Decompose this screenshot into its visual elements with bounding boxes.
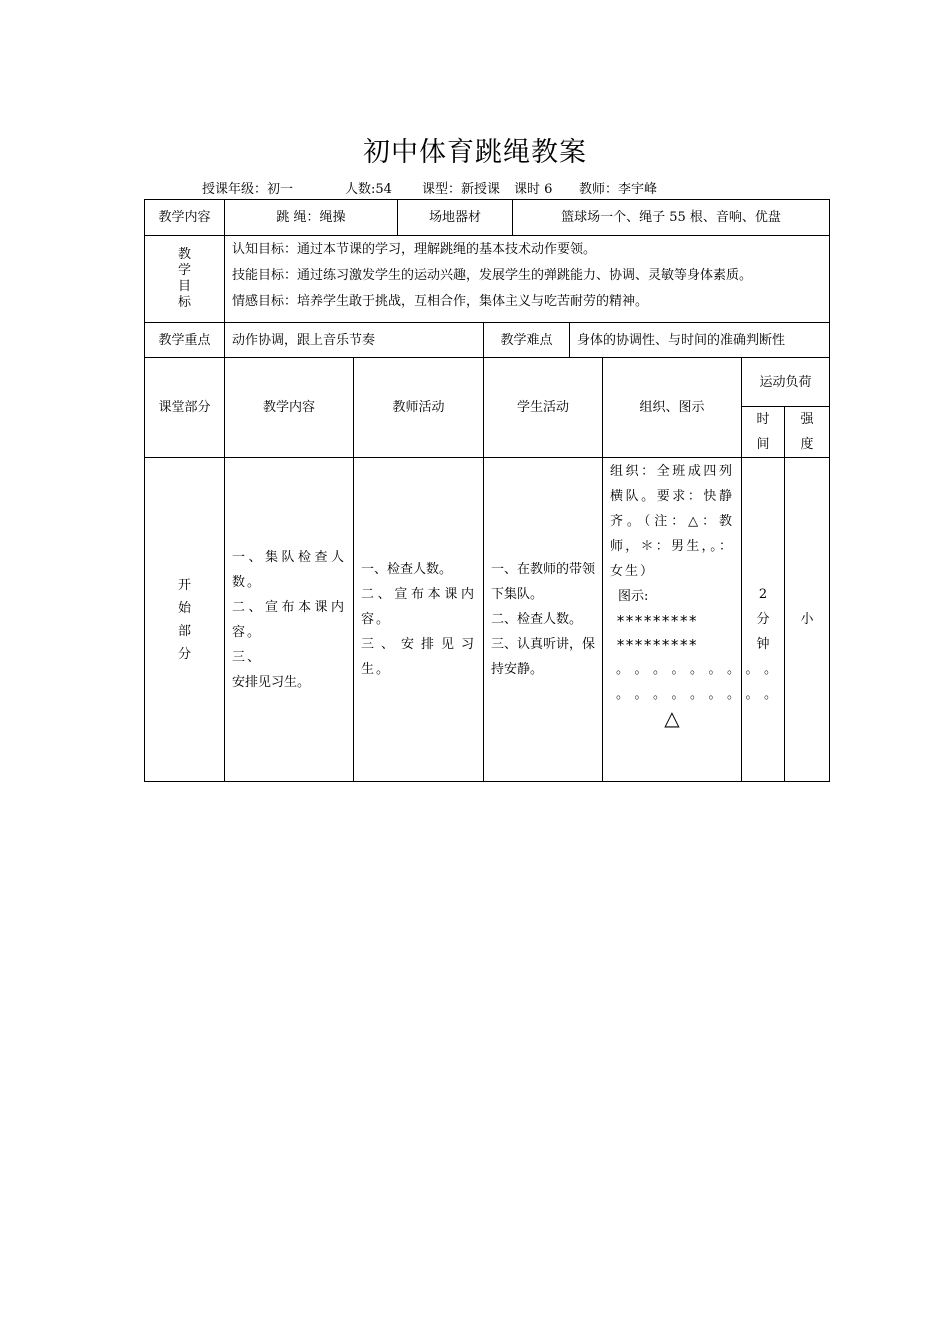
goal-cognitive: 认知目标：通过本节课的学习，理解跳绳的基本技术动作要领。 [232,242,597,257]
diagram-boys-row: ********* [616,636,698,654]
start-time-value: 2 [758,587,768,602]
goals-label [145,236,225,323]
goals-text [225,236,830,323]
header-intensity [785,407,830,458]
header-org: 组织、图示 [603,358,742,458]
goals-label-char: 目 [177,279,191,294]
start-teacher-line: 一、检查人数。 [361,562,453,577]
start-content-line: 二、宣布本课内容。 [232,599,346,640]
start-student [484,458,603,782]
start-org-text: 组织：全班成四列横队。要求：快静齐。（注：△：教师，＊：男生，。：女生） [610,464,734,579]
start-org [603,458,790,782]
diagram-girls-row: 。。。。。。。。。 [616,662,790,677]
header-teacher: 教师活动 [354,358,484,458]
start-part-char: 开 [177,577,191,593]
start-student-line: 一、在教师的带领下集队。 [491,562,596,602]
header-time [742,407,785,458]
content-value: 跳 绳：绳操 [225,200,398,236]
meta-grade: 授课年级：初一 [202,182,294,197]
start-part [145,458,225,782]
header-intensity-char: 度 [800,437,814,452]
meta-teacher: 教师：李宇峰 [579,182,658,197]
start-intensity: 小 [785,458,830,782]
venue-value: 篮球场一个、绳子 55 根、音响、优盘 [513,200,830,236]
start-teacher-line: 三、安排见习生。 [361,637,476,677]
difficulty-value: 身体的协调性、与时间的准确判断性 [570,323,830,358]
key-point-value: 动作协调，跟上音乐节奏 [225,323,484,358]
goals-label-char: 标 [177,295,191,310]
meta-count: 人数:54 [345,182,392,197]
teacher-triangle-icon: △ [664,706,680,730]
start-part-char: 始 [177,600,191,616]
meta-lesson: 课时 6 [514,182,553,197]
goal-skill: 技能目标：通过练习激发学生的运动兴趣，发展学生的弹跳能力、协调、灵敏等身体素质。 [232,268,753,283]
start-time-unit: 钟 [756,637,770,652]
page-title: 初中体育跳绳教案 [363,137,587,168]
key-point-label: 教学重点 [145,323,225,358]
start-content [225,458,354,782]
lesson-flow-table [144,357,830,782]
start-part-char: 部 [177,623,191,639]
lesson-info-table [144,199,830,358]
diagram-boys-row: ********* [616,612,698,630]
header-time-char: 间 [756,437,770,452]
content-label: 教学内容 [145,200,225,236]
header-intensity-char: 强 [800,412,814,427]
start-content-line: 三、 [232,649,263,665]
meta-type: 课型：新授课 [422,182,501,197]
header-student: 学生活动 [484,358,603,458]
header-content: 教学内容 [225,358,354,458]
goals-label-char: 教 [177,247,191,262]
start-part-char: 分 [177,646,191,662]
diagram-label: 图示: [618,589,649,604]
goal-affective: 情感目标：培养学生敢于挑战，互相合作，集体主义与吃苦耐劳的精神。 [232,294,649,309]
start-time [742,458,785,782]
goals-label-char: 学 [177,263,191,278]
start-teacher [354,458,484,782]
start-student-line: 三、认真听讲，保持安静。 [491,637,596,677]
start-teacher-line: 二、宣布本课内容。 [361,587,476,627]
start-student-line: 二、检查人数。 [491,612,583,627]
difficulty-label: 教学难点 [484,323,570,358]
start-content-line: 一、集队检查人数。 [232,549,346,590]
header-time-char: 时 [756,412,770,427]
start-time-unit: 分 [756,612,770,627]
header-load: 运动负荷 [742,358,830,407]
header-part: 课堂部分 [145,358,225,458]
venue-label: 场地器材 [398,200,513,236]
start-content-line: 安排见习生。 [232,674,311,690]
diagram-girls-row: 。。。。。。。。。 [616,687,790,702]
